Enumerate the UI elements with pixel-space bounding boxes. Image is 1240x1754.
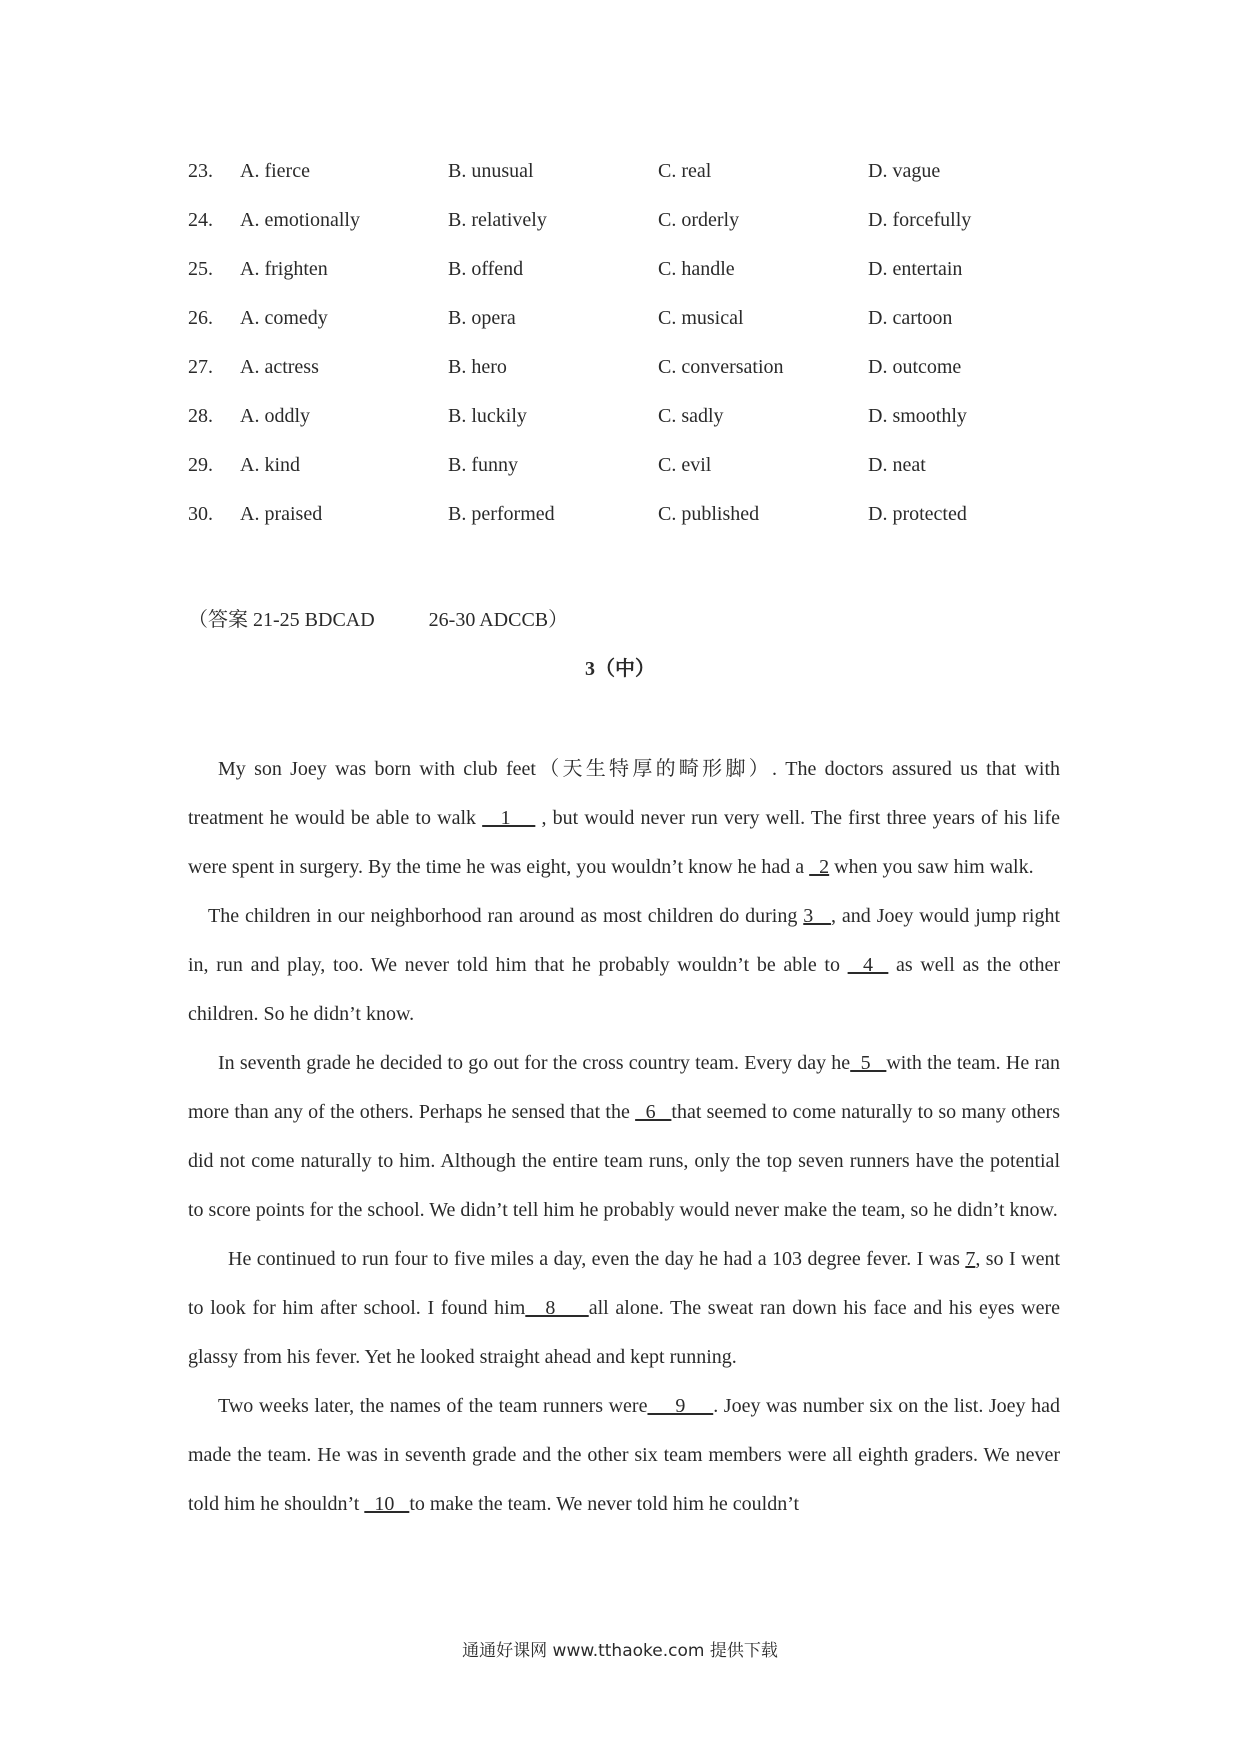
option-row-24	[188, 207, 1088, 256]
blank-5: 5	[850, 1052, 887, 1074]
option-row-26	[188, 305, 1088, 354]
blank-9: 9	[647, 1395, 714, 1417]
option-row-28	[188, 403, 1088, 452]
option-c: C. musical	[658, 307, 744, 329]
option-c: C. published	[658, 503, 760, 525]
option-d: D. entertain	[868, 258, 963, 280]
question-number: 29.	[188, 454, 213, 476]
option-c: C. real	[658, 160, 712, 182]
answer-key	[188, 603, 568, 632]
question-number: 26.	[188, 307, 213, 329]
cloze-passage	[188, 745, 1060, 1529]
blank-2: 2	[809, 856, 830, 878]
blank-1: 1	[482, 807, 536, 829]
option-b: B. funny	[448, 454, 518, 476]
passage-text: In seventh grade he decided to go out for the cross country team. Every day he	[218, 1052, 851, 1074]
question-number: 23.	[188, 160, 213, 182]
question-number: 24.	[188, 209, 213, 231]
passage-text: , but would never run very well. The first three years of his life were spent in surgery. By the time he was eight, you wouldn’t know he had a	[188, 807, 1061, 878]
question-number: 28.	[188, 405, 213, 427]
option-row-27	[188, 354, 1088, 403]
passage-text: The children in our neighborhood ran around as most children do during	[208, 905, 804, 927]
option-d: D. neat	[868, 454, 926, 476]
option-d: D. vague	[868, 160, 941, 182]
paragraph-3	[188, 1039, 1060, 1235]
option-a: A. comedy	[240, 307, 328, 329]
option-d: D. smoothly	[868, 405, 967, 427]
option-a: A. emotionally	[240, 209, 360, 231]
paragraph-4	[188, 1235, 1060, 1382]
option-c: C. sadly	[658, 405, 724, 427]
answer-key-part2: 26-30 ADCCB）	[428, 609, 569, 631]
option-c: C. evil	[658, 454, 712, 476]
option-row-23	[188, 158, 1088, 207]
option-d: D. cartoon	[868, 307, 953, 329]
passage-text: to make the team. We never told him he couldn’t	[409, 1493, 800, 1515]
option-d: D. forcefully	[868, 209, 972, 231]
paragraph-1	[188, 745, 1060, 892]
passage-text: with the team. He ran more than any of the others. Perhaps he sensed that the	[188, 1052, 1061, 1123]
option-row-29	[188, 452, 1088, 501]
option-b: B. hero	[448, 356, 507, 378]
footer-watermark: 通通好课网 www.tthaoke.com 提供下载	[462, 1641, 778, 1661]
option-a: A. fierce	[240, 160, 310, 182]
option-b: B. offend	[448, 258, 524, 280]
option-d: D. protected	[868, 503, 967, 525]
option-b: B. luckily	[448, 405, 527, 427]
option-a: A. oddly	[240, 405, 310, 427]
paragraph-5	[188, 1382, 1060, 1529]
option-a: A. praised	[240, 503, 323, 525]
blank-6: 6	[635, 1101, 672, 1123]
passage-text: as well as the other children. So he didn’t know.	[188, 954, 1061, 1025]
option-c: C. orderly	[658, 209, 740, 231]
option-row-30	[188, 501, 1088, 550]
passage-text: when you saw him walk.	[829, 856, 1034, 878]
option-row-25	[188, 256, 1088, 305]
options-list	[188, 158, 1088, 550]
option-a: A. frighten	[240, 258, 328, 280]
passage-text: My son Joey was born with club feet（天生特厚的畸形脚）. The doctors assured us that with treatment he would be able to walk	[188, 758, 1060, 829]
passage-text: . Joey was number six on the list. Joey had made the team. He was in seventh grade and the other six team members were all eighth graders. We never told him he shouldn’t	[188, 1395, 1061, 1515]
answer-key-part1: （答案 21-25 BDCAD	[188, 609, 375, 631]
question-number: 27.	[188, 356, 213, 378]
blank-7: 7	[965, 1248, 976, 1270]
option-c: C. handle	[658, 258, 735, 280]
passage-text: , so I went to look for him after school. I found him	[188, 1248, 1060, 1319]
passage-text: Two weeks later, the names of the team runners were	[218, 1395, 648, 1417]
passage-text: all alone. The sweat ran down his face and his eyes were glassy from his fever. Yet he looked straight ahead and kept running.	[188, 1297, 1061, 1368]
passage-text: , and Joey would jump right in, run and play, too. We never told him that he probably wouldn’t be able to	[188, 905, 1061, 976]
blank-3: 3	[803, 905, 832, 927]
option-a: A. kind	[240, 454, 300, 476]
paragraph-2	[188, 892, 1060, 1039]
option-b: B. relatively	[448, 209, 547, 231]
option-b: B. opera	[448, 307, 516, 329]
option-d: D. outcome	[868, 356, 962, 378]
option-b: B. performed	[448, 503, 555, 525]
blank-10: 10	[364, 1493, 410, 1515]
passage-text: that seemed to come naturally to so many others did not come naturally to him. Although the entire team runs, only the top seven runners have the potential to score points for the school. We didn’t tell him he probably would never make the team, so he didn’t know.	[188, 1101, 1061, 1221]
passage-text: He continued to run four to five miles a day, even the day he had a 103 degree fever. I was	[228, 1248, 966, 1270]
blank-8: 8	[525, 1297, 589, 1319]
section-title: 3（中）	[585, 658, 655, 680]
question-number: 30.	[188, 503, 213, 525]
question-number: 25.	[188, 258, 213, 280]
blank-4: 4	[847, 954, 889, 976]
option-b: B. unusual	[448, 160, 534, 182]
option-c: C. conversation	[658, 356, 784, 378]
option-a: A. actress	[240, 356, 319, 378]
